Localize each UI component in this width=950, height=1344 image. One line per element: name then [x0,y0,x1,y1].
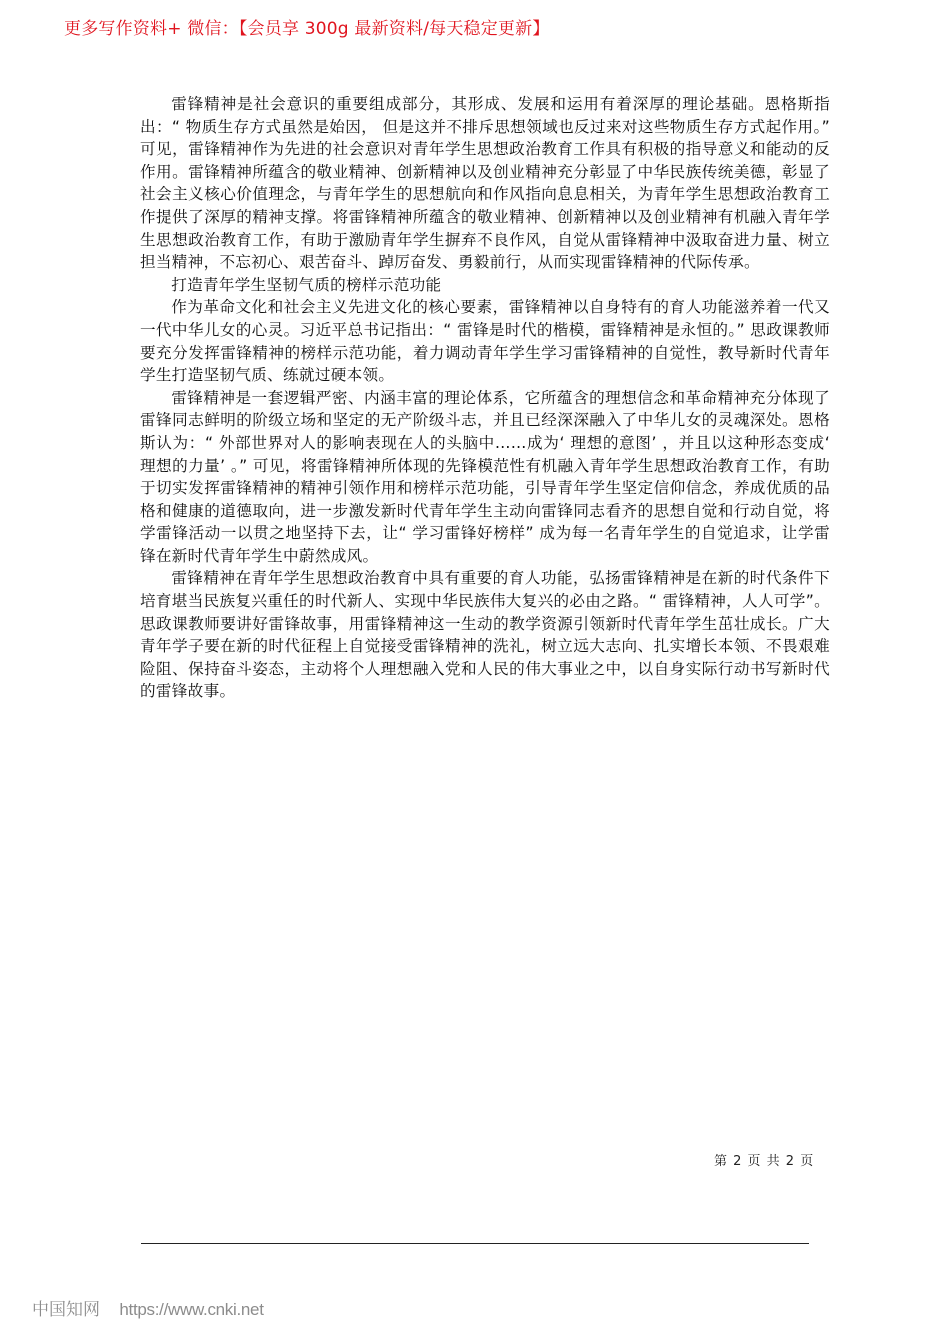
promo-banner: 更多写作资料+ 微信：【会员享 300g 最新资料/每天稳定更新】 [64,19,550,39]
cnki-watermark [32,1295,264,1320]
paragraph-theory-basis: 雷锋精神是社会意识的重要组成部分，其形成、发展和运用有着深厚的理论基础。恩格斯指出：“ 物质生存方式虽然是始因， 但是这并不排斥思想领域也反过来对这些物质生存方式起作用。” 可见，雷锋精神作为先进的社会意识对青年学生思想政治教育工作具有积极的指导意义和能动的反作用。雷锋精神所蕴含的敬业精神、创新精神以及创业精神充分彰显了中华民族传统美德，彰显了社会主义核心价值理念，与青年学生的思想航向和作风指向息息相关，为青年学生思想政治教育工作提供了深厚的精神支撑。将雷锋精神所蕴含的敬业精神、创新精神以及创业精神有机融入青年学生思想政治教育工作，有助于激励青年学生摒弃不良作风，自觉从雷锋精神中汲取奋进力量、树立担当精神，不忘初心、艰苦奋斗、踔厉奋发、勇毅前行，从而实现雷锋精神的代际传承。 [140,95,830,272]
footer-divider [141,1243,809,1244]
paragraph-theory-system: 雷锋精神是一套逻辑严密、内涵丰富的理论体系，它所蕴含的理想信念和革命精神充分体现了雷锋同志鲜明的阶级立场和坚定的无产阶级斗志，并且已经深深融入了中华儿女的灵魂深处。恩格斯认为：“ 外部世界对人的影响表现在人的头脑中……成为‘ 理想的意图’ ，并且以这种形态变成‘ 理想的力量’ 。” 可见，将雷锋精神所体现的先锋模范性有机融入青年学生思想政治教育工作，有助于切实发挥雷锋精神的精神引领作用和榜样示范功能，引导青年学生坚定信仰信念，养成优质的品格和健康的道德取向，进一步激发新时代青年学生主动向雷锋同志看齐的思想自觉和行动自觉，将学雷锋活动一以贯之地坚持下去，让“ 学习雷锋好榜样” 成为每一名青年学生的自觉追求，让学雷锋在新时代青年学生中蔚然成风。 [140,388,830,565]
paragraph-core-element: 作为革命文化和社会主义先进文化的核心要素，雷锋精神以自身特有的育人功能滋养着一代又一代中华儿女的心灵。习近平总书记指出：“ 雷锋是时代的楷模，雷锋精神是永恒的。” 思政课教师要充分发挥雷锋精神的榜样示范功能，着力调动青年学生学习雷锋精神的自觉性，教导新时代青年学生打造坚韧气质、练就过硬本领。 [140,298,830,385]
section-heading: 打造青年学生坚韧气质的榜样示范功能 [171,275,442,294]
site-url: https://www.cnki.net [119,1300,264,1319]
document-body [140,93,830,703]
page-number: 第 2 页 共 2 页 [714,1154,815,1169]
paragraph-conclusion: 雷锋精神在青年学生思想政治教育中具有重要的育人功能，弘扬雷锋精神是在新的时代条件下培育堪当民族复兴重任的时代新人、实现中华民族伟大复兴的必由之路。“ 雷锋精神，人人可学”。思政课教师要讲好雷锋故事，用雷锋精神这一生动的教学资源引领新时代青年学生茁壮成长。广大青年学子要在新的时代征程上自觉接受雷锋精神的洗礼，树立远大志向、扎实增长本领、不畏艰难险阻、保持奋斗姿态，主动将个人理想融入党和人民的伟大事业之中，以自身实际行动书写新时代的雷锋故事。 [140,569,830,701]
site-name: 中国知网 [32,1300,100,1320]
